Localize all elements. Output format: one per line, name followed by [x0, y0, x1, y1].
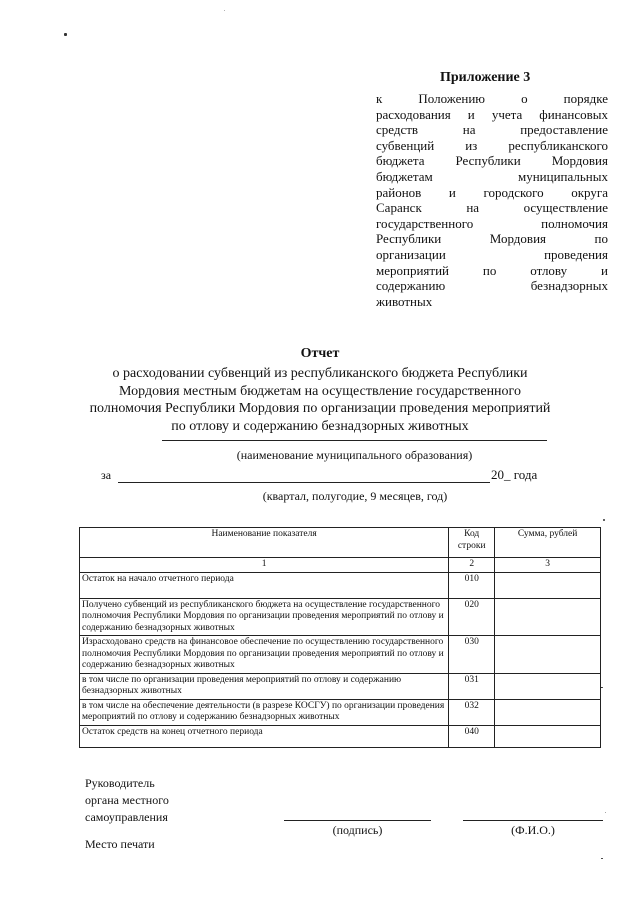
annex-line: субвенций из республиканского [376, 137, 608, 153]
header-sum: Сумма, рублей [495, 528, 601, 558]
row-name: Израсходовано средств на финансовое обеспечение по осуществлению государственного полномочия Республики Мордовия по организации проведения мероприятий по отлову и содержанию безнадзорных животных [80, 636, 449, 674]
row-code: 031 [449, 673, 495, 699]
row-name: Остаток средств на конец отчетного периода [80, 725, 449, 747]
scan-speck [224, 10, 225, 11]
annex-line: мероприятий по отлову и [376, 262, 608, 278]
signatory-line: органа местного [85, 793, 169, 807]
annex-line: животных [376, 293, 433, 309]
scan-speck [605, 812, 606, 813]
annex-line: бюджетам муниципальных [376, 168, 608, 184]
header-indicator: Наименование показателя [80, 528, 449, 558]
row-code: 020 [449, 598, 495, 636]
table-colnum-row [80, 558, 601, 573]
annex-line: государственного полномочия [376, 215, 608, 231]
row-name: Остаток на начало отчетного периода [80, 572, 449, 598]
period-prefix: за [101, 468, 112, 482]
table-row [80, 572, 601, 598]
annex-line: Саранск на осуществление [376, 200, 608, 216]
annex-line: расходования и учета финансовых [376, 106, 608, 122]
colnum-3: 3 [495, 558, 601, 573]
colnum-1: 1 [80, 558, 449, 573]
table-header-row [80, 528, 601, 558]
annex-line: содержанию безнадзорных [376, 278, 608, 294]
signatory-line: Руководитель [85, 776, 155, 790]
scan-speck [64, 33, 67, 36]
row-code: 040 [449, 725, 495, 747]
row-sum-cell[interactable] [495, 699, 601, 725]
row-sum-cell[interactable] [495, 673, 601, 699]
row-name: Получено субвенций из республиканского бюджета на осуществление государственного полномочия Республики Мордовия по организации проведения мероприятий по отлову и содержанию безнадзорных животных [80, 598, 449, 636]
colnum-2: 2 [449, 558, 495, 573]
report-table [79, 527, 601, 748]
table-row [80, 725, 601, 747]
row-code: 032 [449, 699, 495, 725]
annex-title: Приложение 3 [440, 70, 531, 85]
report-title: Отчет [300, 346, 340, 361]
scan-speck [601, 858, 603, 859]
signatory-block [85, 775, 169, 826]
fio-blank-line[interactable] [463, 820, 603, 821]
header-code: Код строки [449, 528, 495, 558]
row-code: 030 [449, 636, 495, 674]
row-code: 010 [449, 572, 495, 598]
annex-line: к Положению о порядке [376, 91, 608, 106]
report-subtitle-line: о расходовании субвенций из республиканского бюджета Республики [112, 366, 528, 381]
table-row [80, 673, 601, 699]
municipality-caption: (наименование муниципального образования) [236, 448, 473, 462]
year-suffix: 20_ года [491, 467, 538, 482]
signature-blank-line[interactable] [284, 820, 431, 821]
stamp-place: Место печати [85, 837, 155, 851]
report-subtitle [80, 365, 560, 435]
row-sum-cell[interactable] [495, 636, 601, 674]
municipality-blank-line[interactable] [162, 440, 547, 441]
annex-line: Республики Мордовия по [376, 231, 608, 247]
signatory-line: самоуправления [85, 810, 168, 824]
annex-line: организации проведения [376, 246, 608, 262]
annex-line: средств на предоставление [376, 122, 608, 138]
report-subtitle-line: по отлову и содержанию безнадзорных животных [171, 418, 469, 434]
scan-speck [603, 519, 605, 521]
annex-line: бюджета Республики Мордовия [376, 153, 608, 169]
fio-caption: (Ф.И.О.) [511, 823, 555, 837]
report-subtitle-line: полномочия Республики Мордовия по организации проведения мероприятий [89, 401, 551, 416]
annex-description [376, 91, 608, 309]
row-sum-cell[interactable] [495, 598, 601, 636]
row-sum-cell[interactable] [495, 725, 601, 747]
period-caption: (квартал, полугодие, 9 месяцев, год) [262, 489, 448, 503]
sign-caption: (подпись) [332, 823, 383, 837]
row-name: в том числе на обеспечение деятельности (в разрезе КОСГУ) по организации проведения мероприятий по отлову и содержанию безнадзорных животных [80, 699, 449, 725]
report-subtitle-line: Мордовия местным бюджетам на осуществление государственного [119, 383, 521, 399]
row-sum-cell[interactable] [495, 572, 601, 598]
annex-line: районов и городского округа [376, 184, 608, 200]
table-row [80, 699, 601, 725]
table-row [80, 598, 601, 636]
row-name: в том числе по организации проведения мероприятий по отлову и содержанию безнадзорных животных [80, 673, 449, 699]
period-blank-line[interactable] [118, 482, 490, 483]
table-row [80, 636, 601, 674]
